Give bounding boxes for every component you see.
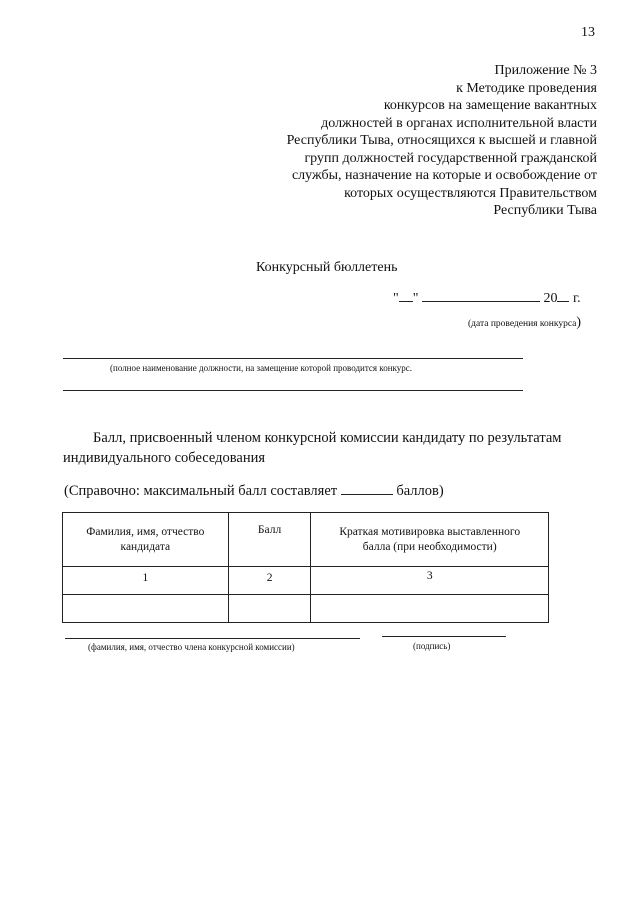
score-paragraph (63, 428, 588, 468)
table-header-row (63, 513, 549, 567)
appendix-line: Республики Тыва, относящихся к высшей и главной (286, 133, 597, 148)
date-year-prefix: 20 (543, 291, 558, 306)
document-title: Конкурсный бюллетень (256, 260, 398, 275)
cell-candidate-name[interactable] (63, 595, 229, 623)
position-name-line-2 (63, 390, 523, 391)
appendix-header (177, 62, 597, 220)
member-name-line (65, 638, 360, 639)
score-table (62, 512, 549, 623)
col-number-3: 3 (311, 567, 549, 595)
date-year-suffix: г. (572, 291, 581, 306)
cell-score[interactable] (228, 595, 311, 623)
date-quote-open: " (393, 291, 399, 306)
header-motivation: Краткая мотивировка выставленного балла (при необходимости) (311, 513, 549, 567)
col-number-2: 2 (228, 567, 311, 595)
signature-line (382, 636, 506, 637)
score-paragraph-line1: Балл, присвоенный членом конкурсной комиссии кандидату по результатам (93, 430, 562, 446)
appendix-line: к Методике проведения (456, 80, 597, 96)
score-paragraph-line2: индивидуального собеседования (63, 450, 266, 466)
appendix-line: конкурсов на замещение вакантных (383, 98, 597, 113)
signature-caption: (подпись) (413, 641, 451, 651)
appendix-line: которых осуществляются Правительством (344, 185, 597, 201)
date-caption-close: ) (576, 315, 582, 330)
member-name-caption: (фамилия, имя, отчество члена конкурсной комиссии) (88, 642, 295, 652)
appendix-line: службы, назначение на которые и освобождение от (291, 168, 597, 183)
position-caption: (полное наименование должности, на замещение которой проводится конкурс. (110, 363, 413, 373)
date-caption-text: (дата проведения конкурса (468, 319, 577, 329)
cell-motivation[interactable] (311, 595, 549, 623)
date-month-blank (422, 290, 540, 302)
header-score: Балл (228, 513, 311, 567)
date-year-blank (557, 290, 569, 302)
max-score-blank (341, 482, 393, 495)
table-row (63, 595, 549, 623)
max-score-note-after: баллов) (396, 483, 444, 499)
col-number-1: 1 (63, 567, 229, 595)
max-score-note-before: (Справочно: максимальный балл составляет (64, 483, 338, 499)
table-number-row (63, 567, 549, 595)
page-number: 13 (581, 25, 595, 40)
appendix-line: должностей в органах исполнительной власти (321, 115, 597, 131)
position-name-line-1 (63, 358, 523, 359)
max-score-note (64, 482, 444, 500)
appendix-line: Республики Тыва (493, 203, 597, 218)
appendix-line: групп должностей государственной гражданской (304, 150, 597, 166)
date-quote-close: " (412, 291, 419, 306)
date-line (393, 290, 581, 307)
date-caption (468, 315, 581, 331)
date-day-blank (399, 290, 413, 302)
appendix-line: Приложение № 3 (494, 63, 597, 78)
header-candidate-name: Фамилия, имя, отчество кандидата (63, 513, 229, 567)
